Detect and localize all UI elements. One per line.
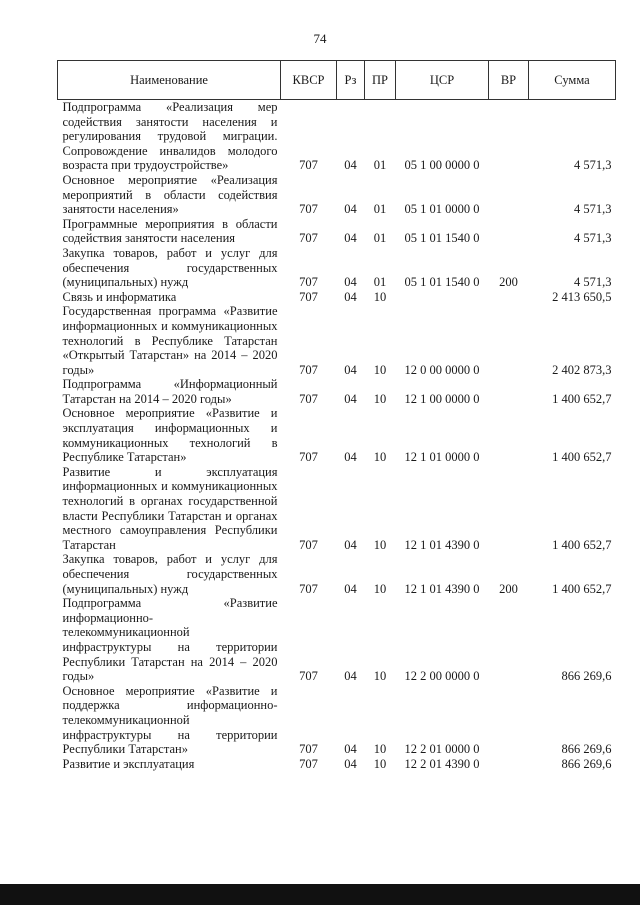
row-pr: 10 (373, 537, 387, 552)
row-name: Основное мероприятие «Развитие и поддержка информационно-телекоммуникационной инфраструктуры на территории Республики Татарстан» (62, 683, 278, 757)
row-sum: 866 269,6 (561, 669, 612, 684)
row-csr: 12 2 01 0000 0 (404, 742, 480, 757)
table-row (58, 304, 616, 377)
table-row (58, 377, 616, 406)
row-vr (489, 100, 529, 173)
row-sum: 4 571,3 (574, 231, 612, 246)
row-name: Закупка товаров, работ и услуг для обеспечения государственных (муниципальных) нужд (62, 245, 278, 290)
header-sum: Сумма (529, 61, 616, 100)
row-name: Закупка товаров, работ и услуг для обеспечения государственных (муниципальных) нужд (62, 552, 278, 596)
row-name: Основное мероприятие «Развитие и эксплуатация информационных и коммуникационных технологий в Республике Татарстан» (62, 406, 278, 465)
row-sum: 2 413 650,5 (552, 289, 612, 304)
row-kvsr: 707 (299, 158, 318, 173)
row-vr (489, 217, 529, 246)
row-name: Государственная программа «Развитие информационных и коммуникационных технологий в Республике Татарстан «Открытый Татарстан» на 2014 – 2020 годы» (62, 304, 278, 377)
row-sum: 866 269,6 (561, 756, 612, 771)
row-pr: 10 (373, 289, 387, 304)
row-vr: 200 (499, 275, 518, 290)
row-name: Подпрограмма «Информационный Татарстан на 2014 – 2020 годы» (62, 377, 278, 406)
row-rz: 04 (344, 450, 357, 465)
row-csr: 12 1 01 0000 0 (404, 450, 480, 465)
row-vr (489, 304, 529, 377)
row-kvsr: 707 (299, 537, 318, 552)
row-name: Связь и информатика (62, 289, 177, 304)
header-pr: ПР (365, 61, 396, 100)
row-rz: 04 (344, 669, 357, 684)
row-pr: 10 (373, 756, 387, 771)
row-rz: 04 (344, 362, 357, 377)
row-name: Программные мероприятия в области содействия занятости населения (62, 216, 278, 246)
row-name: Развитие и эксплуатация информационных и коммуникационных технологий в органах государственной власти Республики Татарстан и органах местного самоуправления Республики Татарстан (62, 464, 278, 552)
table-row (58, 552, 616, 596)
row-sum: 4 571,3 (574, 202, 612, 217)
row-csr: 05 1 00 0000 0 (404, 158, 480, 173)
row-name: Основное мероприятие «Реализация мероприятий в области содействия занятости населения» (62, 172, 278, 217)
row-rz: 04 (344, 289, 357, 304)
row-pr: 10 (373, 669, 387, 684)
row-kvsr: 707 (299, 202, 318, 217)
row-pr: 10 (373, 362, 387, 377)
row-rz: 04 (344, 742, 357, 757)
row-vr (489, 684, 529, 757)
header-vr: ВР (489, 61, 529, 100)
table-row (58, 684, 616, 757)
row-pr: 01 (373, 275, 387, 290)
table-row (58, 596, 616, 684)
row-pr: 01 (373, 158, 387, 173)
budget-table (57, 60, 616, 771)
table-row (58, 100, 616, 173)
row-sum: 1 400 652,7 (552, 391, 612, 406)
row-sum: 1 400 652,7 (552, 537, 612, 552)
row-vr (489, 290, 529, 305)
row-kvsr: 707 (299, 669, 318, 684)
row-csr: 12 1 01 4390 0 (404, 537, 480, 552)
table-row (58, 757, 616, 772)
page-number: 74 (313, 31, 327, 46)
row-sum: 1 400 652,7 (552, 581, 612, 596)
row-csr: 05 1 01 1540 0 (404, 275, 480, 290)
row-sum: 4 571,3 (574, 158, 612, 173)
table-row (58, 406, 616, 464)
row-sum: 866 269,6 (561, 742, 612, 757)
table-header (58, 61, 616, 100)
scan-bottom-edge (0, 884, 640, 905)
row-vr (489, 173, 529, 217)
row-pr: 10 (373, 581, 387, 596)
row-kvsr: 707 (299, 742, 318, 757)
table-row (58, 465, 616, 553)
row-vr (489, 596, 529, 684)
row-rz: 04 (344, 537, 357, 552)
row-rz: 04 (344, 231, 357, 246)
row-csr (396, 290, 489, 305)
row-name: Подпрограмма «Реализация мер содействия занятости населения и регулирования трудовой миграции. Сопровождение инвалидов молодого возраста при трудоустройстве» (62, 100, 278, 173)
row-rz: 04 (344, 581, 357, 596)
header-csr: ЦСР (396, 61, 489, 100)
table-row (58, 246, 616, 290)
row-kvsr: 707 (299, 450, 318, 465)
row-kvsr: 707 (299, 231, 318, 246)
row-name: Развитие и эксплуатация (62, 756, 195, 771)
row-csr: 05 1 01 1540 0 (404, 231, 480, 246)
row-pr: 10 (373, 742, 387, 757)
row-pr: 10 (373, 450, 387, 465)
row-rz: 04 (344, 202, 357, 217)
row-pr: 10 (373, 391, 387, 406)
row-pr: 01 (373, 202, 387, 217)
header-rz: Рз (337, 61, 365, 100)
table-row (58, 217, 616, 246)
row-kvsr: 707 (299, 275, 318, 290)
row-rz: 04 (344, 275, 357, 290)
row-vr (489, 465, 529, 553)
header-kvsr: КВСР (281, 61, 337, 100)
row-sum: 1 400 652,7 (552, 450, 612, 465)
row-rz: 04 (344, 391, 357, 406)
table-row (58, 173, 616, 217)
row-name: Подпрограмма «Развитие информационно-телекоммуникационной инфраструктуры на территории Республики Татарстан на 2014 – 2020 годы» (62, 596, 278, 684)
table-row (58, 290, 616, 305)
row-csr: 05 1 01 0000 0 (404, 202, 480, 217)
row-rz: 04 (344, 158, 357, 173)
row-sum: 4 571,3 (574, 275, 612, 290)
row-csr: 12 1 00 0000 0 (404, 391, 480, 406)
row-vr (489, 377, 529, 406)
row-csr: 12 2 01 4390 0 (404, 756, 480, 771)
row-kvsr: 707 (299, 289, 318, 304)
row-vr (489, 406, 529, 464)
row-rz: 04 (344, 756, 357, 771)
row-kvsr: 707 (299, 362, 318, 377)
row-csr: 12 0 00 0000 0 (404, 362, 480, 377)
row-vr: 200 (499, 581, 518, 596)
row-kvsr: 707 (299, 756, 318, 771)
row-kvsr: 707 (299, 581, 318, 596)
row-sum: 2 402 873,3 (552, 362, 612, 377)
row-vr (489, 757, 529, 772)
header-name: Наименование (58, 61, 281, 100)
row-csr: 12 1 01 4390 0 (404, 581, 480, 596)
row-csr: 12 2 00 0000 0 (404, 669, 480, 684)
row-kvsr: 707 (299, 391, 318, 406)
row-pr: 01 (373, 231, 387, 246)
